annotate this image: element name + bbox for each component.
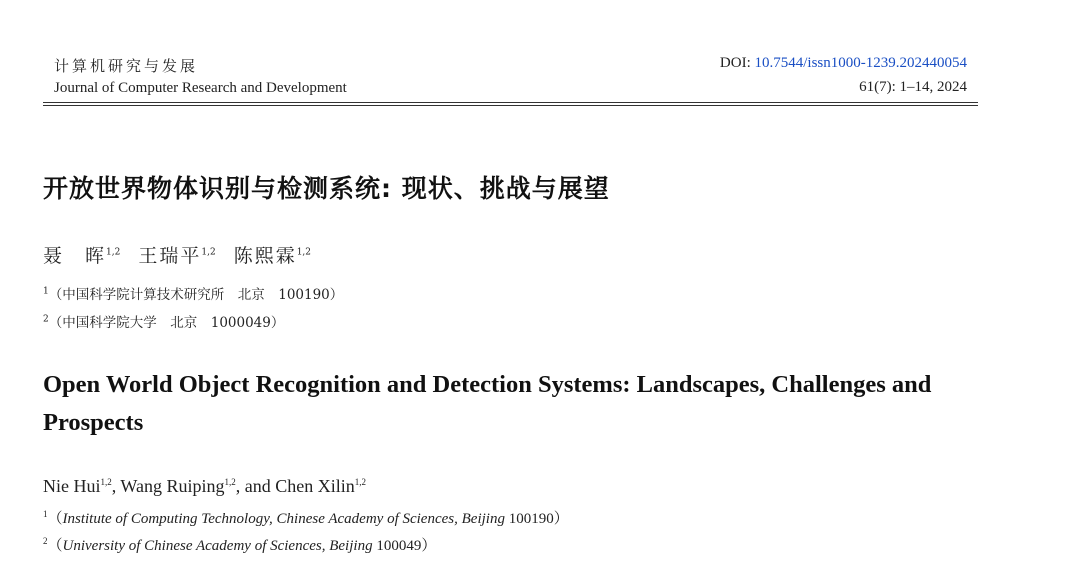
- author-cn-2-sup: 1,2: [201, 247, 216, 258]
- author-cn-2: 王瑞平: [138, 245, 202, 267]
- author-en-2-sup: 1,2: [224, 477, 236, 487]
- authors-en: [43, 476, 366, 497]
- author-cn-1: 聂 晖: [43, 245, 107, 267]
- affiliation-cn-1-sup: 1: [43, 286, 49, 297]
- affiliation-en-1-institution: Institute of Computing Technology, Chinese Academy of Sciences, Beijing: [62, 511, 505, 527]
- authors-cn: [43, 241, 311, 268]
- affiliation-cn-2-text: （中国科学院大学 北京 1000049）: [48, 315, 285, 331]
- author-en-1: Nie Hui: [43, 476, 101, 496]
- author-cn-3: 陈熙霖: [233, 245, 297, 267]
- author-en-3-sup: 1,2: [354, 477, 366, 487]
- affiliation-en-1: [43, 507, 569, 528]
- affiliation-cn-2-sup: 2: [43, 314, 49, 325]
- affiliation-en-1-code: 100190）: [504, 511, 569, 527]
- affiliation-en-2-institution: University of Chinese Academy of Sciences, Beijing: [62, 538, 373, 554]
- author-cn-3-sup: 1,2: [296, 247, 312, 258]
- author-en-1-sup: 1,2: [100, 477, 112, 487]
- affiliation-cn-1: [43, 283, 343, 303]
- affiliation-cn-1-text: （中国科学院计算技术研究所 北京 100190）: [48, 287, 344, 303]
- affiliation-en-1-sup: 1: [43, 509, 48, 519]
- author-cn-1-sup: 1,2: [106, 247, 121, 258]
- affiliation-en-1-open: （: [47, 511, 63, 527]
- doi-line: [720, 55, 967, 72]
- paper-title-en: Open World Object Recognition and Detection Systems: Landscapes, Challenges and Prospects: [43, 371, 932, 436]
- affiliation-en-2-code: 100049）: [372, 538, 437, 554]
- affiliation-en-2: [43, 534, 436, 555]
- volume-info: 61(7): 1–14, 2024: [859, 79, 967, 95]
- author-en-3: , and Chen Xilin: [235, 476, 355, 496]
- paper-title-cn: 开放世界物体识别与检测系统: 现状、挑战与展望: [43, 174, 610, 203]
- affiliation-cn-2: [43, 311, 284, 331]
- doi-label: DOI:: [719, 55, 755, 71]
- doi-link[interactable]: 10.7544/issn1000-1239.202440054: [754, 55, 967, 71]
- author-en-2: , Wang Ruiping: [111, 476, 225, 496]
- affiliation-en-2-sup: 2: [43, 536, 48, 546]
- affiliation-en-2-open: （: [47, 538, 63, 554]
- journal-name-en: Journal of Computer Research and Development: [54, 80, 347, 96]
- journal-name-cn: 计算机研究与发展: [54, 57, 199, 75]
- header-divider-top: [43, 102, 978, 103]
- header-divider-bottom: [43, 105, 978, 106]
